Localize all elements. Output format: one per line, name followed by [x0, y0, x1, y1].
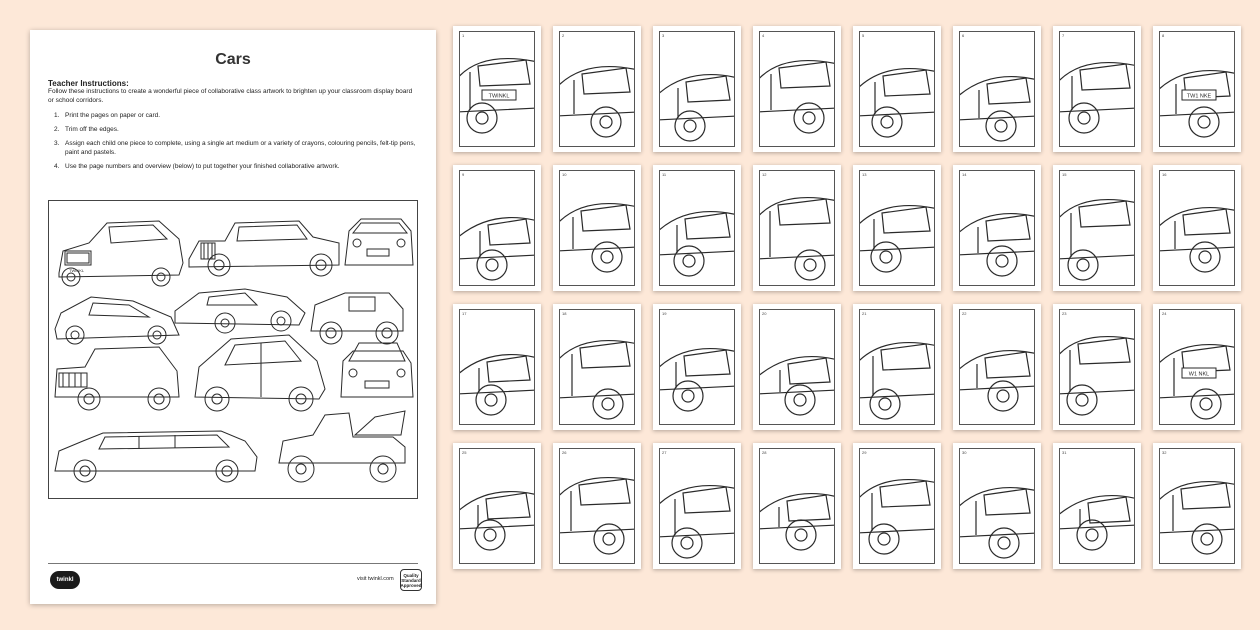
line-art-fragment: [560, 171, 634, 285]
page-tile-frame: [759, 170, 835, 286]
old-timer-drawing: [311, 293, 403, 344]
line-art-fragment: [460, 171, 534, 285]
page-tile-frame: [959, 31, 1035, 147]
page-tile-frame: [559, 170, 635, 286]
page-tile: [653, 304, 741, 430]
number-plate-text: TW1 NKE: [1186, 93, 1212, 100]
page-number: 31: [1062, 450, 1067, 455]
page-number: 6: [962, 33, 965, 38]
page-tile-frame: [459, 448, 535, 564]
page-tile: [953, 443, 1041, 569]
convertible-drawing: [175, 289, 305, 333]
number-plate-text: W1 NKL: [1188, 371, 1210, 378]
line-art-fragment: [660, 32, 734, 146]
page-tile-frame: [1159, 309, 1235, 425]
page-number: 18: [562, 311, 567, 316]
page-tile-frame: [959, 170, 1035, 286]
line-art-fragment: [860, 449, 934, 563]
page-tile-frame: [1059, 170, 1135, 286]
page-number: 30: [962, 450, 967, 455]
line-art-fragment: [660, 171, 734, 285]
page-tile-frame: [1159, 170, 1235, 286]
sports-car-drawing: [55, 297, 179, 344]
page-tile: [1053, 304, 1141, 430]
line-art-fragment: [460, 32, 534, 146]
page-number: 17: [462, 311, 467, 316]
page-number: 23: [1062, 311, 1067, 316]
page-tile: [1053, 165, 1141, 291]
line-art-fragment: [760, 32, 834, 146]
page-tile-frame: [559, 448, 635, 564]
page-tile: [953, 165, 1041, 291]
jeep-drawing: [55, 347, 179, 410]
twinkl-logo: twinkl: [50, 571, 80, 589]
page-tile: [453, 443, 541, 569]
page-tile: [1053, 443, 1141, 569]
instruction-sheet: [30, 30, 436, 604]
line-art-fragment: [860, 310, 934, 424]
page-tile: [453, 26, 541, 152]
page-tile-frame: [559, 309, 635, 425]
limousine-drawing: [55, 431, 257, 482]
page-number: 3: [662, 33, 665, 38]
page-tile-frame: [859, 31, 935, 147]
line-art-fragment: [960, 449, 1034, 563]
page-number: 11: [662, 172, 667, 177]
page-tile-frame: [559, 31, 635, 147]
page-tile-frame: [959, 448, 1035, 564]
line-art-fragment: [660, 310, 734, 424]
line-art-fragment: [1160, 32, 1234, 146]
line-art-fragment: [1160, 310, 1234, 424]
page-tile-frame: [459, 170, 535, 286]
page-number: 27: [662, 450, 667, 455]
small-hatchback-drawing: [195, 335, 325, 411]
instruction-step: 1. Print the pages on paper or card.: [54, 112, 161, 119]
page-tile-frame: [459, 31, 535, 147]
page-tile: [853, 26, 941, 152]
page-tile: [853, 304, 941, 430]
page-number: 16: [1162, 172, 1167, 177]
page-tile: [753, 165, 841, 291]
instruction-step: 2. Trim off the edges.: [54, 126, 119, 133]
line-art-fragment: [560, 32, 634, 146]
page-tile-frame: [459, 309, 535, 425]
page-tile-frame: [659, 448, 735, 564]
page-number: 29: [862, 450, 867, 455]
line-art-fragment: [460, 449, 534, 563]
page-number: 24: [1162, 311, 1167, 316]
line-art-fragment: [960, 32, 1034, 146]
instruction-step: 4. Use the page numbers and overview (below) to put together your finished collaborative artwork.: [54, 162, 340, 170]
page-tile-frame: [759, 309, 835, 425]
page-tile: [1153, 443, 1241, 569]
page-tile-frame: [859, 448, 935, 564]
page-tile: [853, 443, 941, 569]
line-art-fragment: [760, 171, 834, 285]
page-tile-frame: [959, 309, 1035, 425]
page-number: 2: [562, 33, 565, 38]
page-number: 10: [562, 172, 567, 177]
line-art-fragment: [460, 310, 534, 424]
page-tile: [753, 26, 841, 152]
page-tile-frame: [659, 31, 735, 147]
page-tile: [1053, 26, 1141, 152]
line-art-fragment: [1160, 449, 1234, 563]
line-art-fragment: [760, 310, 834, 424]
page-number: 25: [462, 450, 467, 455]
line-art-fragment: [960, 171, 1034, 285]
page-number: 12: [762, 172, 767, 177]
page-tile: [653, 165, 741, 291]
line-art-fragment: [960, 310, 1034, 424]
page-tile: [653, 443, 741, 569]
page-tile: [1153, 26, 1241, 152]
page-tile: [753, 443, 841, 569]
page-tile: [753, 304, 841, 430]
page-number: 5: [862, 33, 865, 38]
line-art-fragment: [860, 32, 934, 146]
page-number: 1: [462, 33, 465, 38]
page-number: 21: [862, 311, 867, 316]
line-art-fragment: [1060, 171, 1134, 285]
page-number: 20: [762, 311, 767, 316]
page-tile-frame: [659, 170, 735, 286]
page-tile-frame: [759, 31, 835, 147]
page-tile: [553, 443, 641, 569]
page-number: 19: [662, 311, 667, 316]
page-number: 26: [562, 450, 567, 455]
page-tile: [653, 26, 741, 152]
page-tile-frame: [859, 309, 935, 425]
line-art-fragment: [760, 449, 834, 563]
page-tile-frame: [1059, 448, 1135, 564]
line-art-fragment: [1060, 310, 1134, 424]
instruction-step: 3. Assign each child one piece to complete, using a single art medium or a variety of crayons, colouring pencils, felt-tip pens, paint and pastels.: [54, 140, 416, 156]
page-tile: [1153, 304, 1241, 430]
page-tile: [953, 26, 1041, 152]
page-number: 28: [762, 450, 767, 455]
page-tile: [453, 304, 541, 430]
line-art-fragment: [1060, 32, 1134, 146]
hatchback-front-drawing: [345, 219, 413, 265]
line-art-fragment: [1160, 171, 1234, 285]
engine-car-drawing: [341, 343, 413, 397]
page-tile-frame: [1059, 31, 1135, 147]
page-tile: [553, 165, 641, 291]
page-number: 14: [962, 172, 967, 177]
suv-drawing: [59, 221, 183, 286]
overview-plate-text: TWINKL: [69, 268, 85, 273]
page-tile-frame: [859, 170, 935, 286]
website-text: visit twinkl.com: [357, 576, 394, 582]
page-tile-frame: [1159, 448, 1235, 564]
page-tile-frame: [659, 309, 735, 425]
line-art-fragment: [660, 449, 734, 563]
quality-badge: Quality Standard Approved: [400, 569, 422, 591]
page-title: Cars: [215, 51, 251, 68]
page-tile: [853, 165, 941, 291]
page-tile: [553, 26, 641, 152]
line-art-fragment: [1060, 449, 1134, 563]
overview-image: [48, 200, 418, 499]
footer-divider: [48, 563, 418, 564]
page-tile: [553, 304, 641, 430]
page-tile-frame: [1059, 309, 1135, 425]
line-art-fragment: [860, 171, 934, 285]
page-number: 13: [862, 172, 867, 177]
line-art-fragment: [560, 449, 634, 563]
instruction-steps: [48, 112, 418, 177]
page-number: 7: [1062, 33, 1065, 38]
line-art-fragment: [560, 310, 634, 424]
page-tile-frame: [759, 448, 835, 564]
instructions-heading: Teacher Instructions:: [48, 79, 129, 88]
instructions-intro: Follow these instructions to create a wonderful piece of collaborative class artwork to brighten up your classroom display board or school corridors.: [48, 88, 413, 104]
vintage-car-drawing: [189, 221, 339, 276]
page-number: 22: [962, 311, 967, 316]
page-number: 9: [462, 172, 465, 177]
page-tile-frame: [1159, 31, 1235, 147]
antique-car-drawing: [279, 411, 405, 482]
page-number: 32: [1162, 450, 1167, 455]
page-tile: [453, 165, 541, 291]
page-tile: [953, 304, 1041, 430]
page-number: 8: [1162, 33, 1165, 38]
page-number: 4: [762, 33, 765, 38]
page-number: 15: [1062, 172, 1067, 177]
page-tile: [1153, 165, 1241, 291]
number-plate-text: TWINKL: [488, 93, 510, 100]
